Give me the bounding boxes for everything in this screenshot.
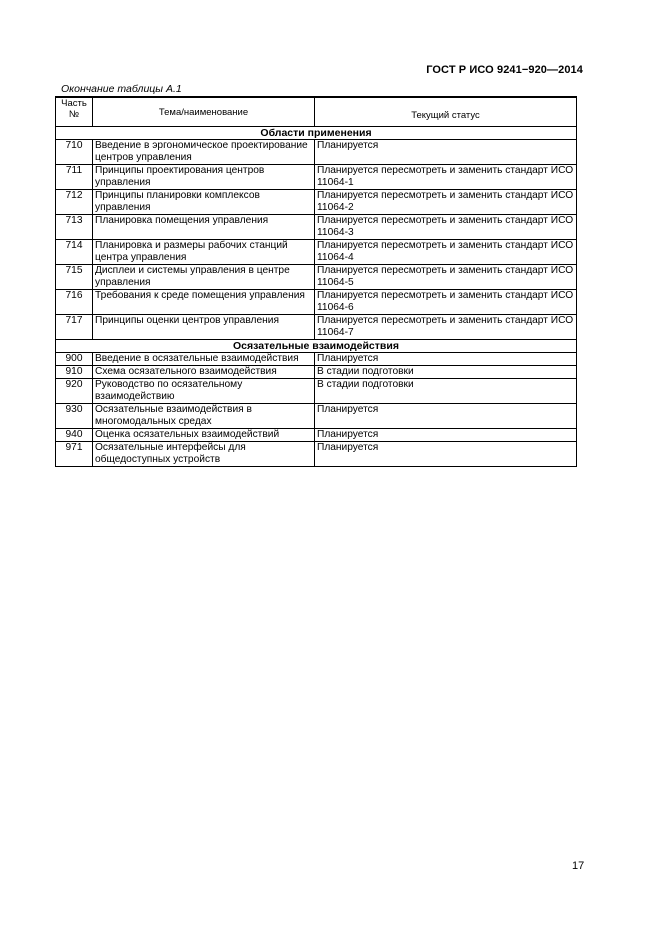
table-row bbox=[56, 215, 577, 240]
status-cell: Планируется пересмотреть и заменить стандарт ИСО 11064-6 bbox=[315, 290, 577, 315]
status-cell: Планируется пересмотреть и заменить стандарт ИСО 11064-4 bbox=[315, 240, 577, 265]
status-cell: Планируется bbox=[315, 404, 577, 429]
table-row bbox=[56, 240, 577, 265]
status-cell: Планируется пересмотреть и заменить стандарт ИСО 11064-3 bbox=[315, 215, 577, 240]
topic-cell: Схема осязательного взаимодействия bbox=[93, 366, 315, 379]
status-cell: Планируется пересмотреть и заменить стандарт ИСО 11064-5 bbox=[315, 265, 577, 290]
section-title-application-areas: Области применения bbox=[56, 127, 577, 140]
part-number: 710 bbox=[56, 140, 93, 165]
table-row bbox=[56, 140, 577, 165]
part-number: 717 bbox=[56, 315, 93, 340]
topic-cell: Принципы проектирования центров управления bbox=[93, 165, 315, 190]
part-number: 910 bbox=[56, 366, 93, 379]
section-header-row bbox=[56, 127, 577, 140]
status-cell: В стадии подготовки bbox=[315, 379, 577, 404]
table-row bbox=[56, 190, 577, 215]
part-number: 716 bbox=[56, 290, 93, 315]
topic-cell: Дисплеи и системы управления в центре управления bbox=[93, 265, 315, 290]
status-cell: Планируется пересмотреть и заменить стандарт ИСО 11064-2 bbox=[315, 190, 577, 215]
topic-cell: Введение в осязательные взаимодействия bbox=[93, 353, 315, 366]
table-header-row bbox=[56, 97, 577, 127]
topic-cell: Оценка осязательных взаимодействий bbox=[93, 429, 315, 442]
part-number: 712 bbox=[56, 190, 93, 215]
status-cell: Планируется bbox=[315, 429, 577, 442]
topic-cell: Осязательные взаимодействия в многомодальных средах bbox=[93, 404, 315, 429]
part-number: 900 bbox=[56, 353, 93, 366]
column-header-topic: Тема/наименование bbox=[93, 97, 315, 127]
part-number: 940 bbox=[56, 429, 93, 442]
table-row bbox=[56, 442, 577, 467]
topic-cell: Введение в эргономическое проектирование центров управления bbox=[93, 140, 315, 165]
table-row bbox=[56, 315, 577, 340]
topic-cell: Руководство по осязательному взаимодействию bbox=[93, 379, 315, 404]
topic-cell: Осязательные интерфейсы для общедоступных устройств bbox=[93, 442, 315, 467]
standards-table bbox=[55, 96, 577, 467]
status-cell: Планируется bbox=[315, 353, 577, 366]
topic-cell: Принципы оценки центров управления bbox=[93, 315, 315, 340]
topic-cell: Планировка и размеры рабочих станций центра управления bbox=[93, 240, 315, 265]
part-number: 711 bbox=[56, 165, 93, 190]
status-cell: Планируется пересмотреть и заменить стандарт ИСО 11064-7 bbox=[315, 315, 577, 340]
topic-cell: Принципы планировки комплексов управления bbox=[93, 190, 315, 215]
table-row bbox=[56, 353, 577, 366]
topic-cell: Планировка помещения управления bbox=[93, 215, 315, 240]
document-code: ГОСТ Р ИСО 9241−920—2014 bbox=[426, 64, 583, 76]
part-number: 715 bbox=[56, 265, 93, 290]
status-cell: Планируется пересмотреть и заменить стандарт ИСО 11064-1 bbox=[315, 165, 577, 190]
table-row bbox=[56, 429, 577, 442]
table-caption: Окончание таблицы А.1 bbox=[61, 83, 182, 95]
table-row bbox=[56, 165, 577, 190]
part-number: 930 bbox=[56, 404, 93, 429]
status-cell: Планируется bbox=[315, 140, 577, 165]
table-row bbox=[56, 265, 577, 290]
table-row bbox=[56, 404, 577, 429]
section-title-tactile-interactions: Осязательные взаимодействия bbox=[56, 340, 577, 353]
section-header-row bbox=[56, 340, 577, 353]
table-row bbox=[56, 290, 577, 315]
part-number: 714 bbox=[56, 240, 93, 265]
page-number: 17 bbox=[572, 860, 585, 872]
part-number: 713 bbox=[56, 215, 93, 240]
part-number: 920 bbox=[56, 379, 93, 404]
column-header-part: Часть № bbox=[56, 97, 93, 127]
status-cell: В стадии подготовки bbox=[315, 366, 577, 379]
topic-cell: Требования к среде помещения управления bbox=[93, 290, 315, 315]
table-row bbox=[56, 366, 577, 379]
table-row bbox=[56, 379, 577, 404]
part-number: 971 bbox=[56, 442, 93, 467]
status-cell: Планируется bbox=[315, 442, 577, 467]
column-header-status: Текущий статус bbox=[315, 97, 577, 127]
